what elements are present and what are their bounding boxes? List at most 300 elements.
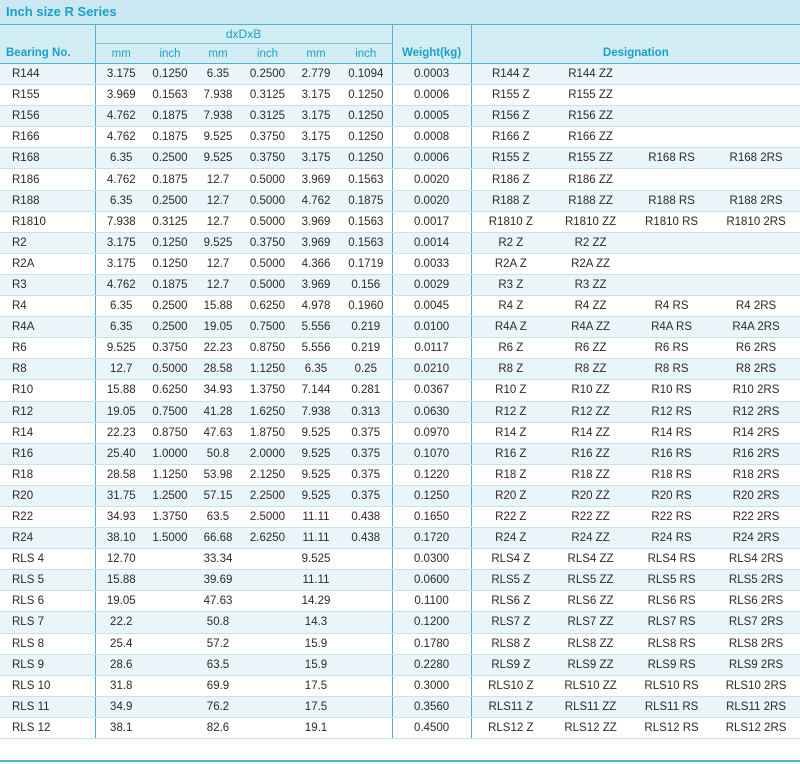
cell-desig-2rs: R22 2RS [712, 506, 800, 527]
cell-B-inch: 0.1563 [340, 232, 392, 253]
cell-d-mm: 38.10 [95, 528, 147, 549]
cell-D-mm: 47.63 [193, 422, 243, 443]
cell-weight: 0.0014 [392, 232, 471, 253]
cell-weight: 0.0600 [392, 570, 471, 591]
cell-d-mm: 4.762 [95, 106, 147, 127]
cell-d-mm: 9.525 [95, 338, 147, 359]
cell-desig-z: RLS10 Z [471, 675, 550, 696]
cell-desig-zz: R156 ZZ [550, 106, 631, 127]
cell-desig-2rs [712, 274, 800, 295]
cell-d-inch: 0.1250 [147, 253, 193, 274]
cell-desig-rs: R8 RS [631, 359, 712, 380]
table-row [0, 443, 800, 464]
cell-desig-z: RLS5 Z [471, 570, 550, 591]
cell-desig-rs [631, 64, 712, 85]
cell-weight: 0.1100 [392, 591, 471, 612]
cell-B-inch: 0.438 [340, 506, 392, 527]
cell-desig-rs [631, 232, 712, 253]
cell-desig-z: RLS11 Z [471, 696, 550, 717]
cell-D-mm: 47.63 [193, 591, 243, 612]
table-row [0, 190, 800, 211]
cell-desig-2rs: R24 2RS [712, 528, 800, 549]
cell-d-mm: 6.35 [95, 317, 147, 338]
cell-d-inch [147, 591, 193, 612]
table-title: Inch size R Series [6, 4, 117, 19]
cell-d-inch: 0.3750 [147, 338, 193, 359]
cell-desig-zz: RLS4 ZZ [550, 549, 631, 570]
cell-desig-rs: RLS9 RS [631, 654, 712, 675]
cell-D-inch: 2.2500 [243, 485, 292, 506]
cell-D-mm: 39.69 [193, 570, 243, 591]
cell-B-mm: 11.11 [292, 506, 340, 527]
cell-d-mm: 19.05 [95, 401, 147, 422]
cell-bearing-no: R8 [0, 359, 95, 380]
cell-d-mm: 15.88 [95, 380, 147, 401]
cell-desig-rs: R16 RS [631, 443, 712, 464]
cell-desig-zz: RLS12 ZZ [550, 717, 631, 738]
table-row [0, 633, 800, 654]
table-row [0, 570, 800, 591]
cell-D-inch [243, 549, 292, 570]
cell-weight: 0.1650 [392, 506, 471, 527]
cell-d-inch [147, 549, 193, 570]
cell-d-inch: 0.1250 [147, 64, 193, 85]
cell-weight: 0.0020 [392, 169, 471, 190]
cell-desig-zz: RLS9 ZZ [550, 654, 631, 675]
table-row [0, 464, 800, 485]
cell-D-inch: 1.8750 [243, 422, 292, 443]
cell-D-mm: 63.5 [193, 506, 243, 527]
cell-desig-2rs: R4 2RS [712, 296, 800, 317]
cell-desig-z: RLS6 Z [471, 591, 550, 612]
cell-bearing-no: R186 [0, 169, 95, 190]
cell-desig-z: RLS9 Z [471, 654, 550, 675]
bearing-spec-table [0, 25, 800, 739]
cell-D-inch: 2.5000 [243, 506, 292, 527]
cell-D-mm: 63.5 [193, 654, 243, 675]
cell-D-mm: 6.35 [193, 64, 243, 85]
cell-D-inch [243, 570, 292, 591]
cell-d-inch: 0.1563 [147, 85, 193, 106]
table-row [0, 612, 800, 633]
cell-desig-rs: RLS6 RS [631, 591, 712, 612]
cell-desig-rs: R168 RS [631, 148, 712, 169]
header-weight: Weight(kg) [392, 44, 471, 64]
cell-B-inch: 0.375 [340, 464, 392, 485]
header-unit-d-mm: mm [95, 44, 147, 64]
cell-D-mm: 33.34 [193, 549, 243, 570]
table-row [0, 654, 800, 675]
cell-desig-z: R144 Z [471, 64, 550, 85]
cell-bearing-no: RLS 12 [0, 717, 95, 738]
cell-bearing-no: R156 [0, 106, 95, 127]
cell-desig-rs: R1810 RS [631, 211, 712, 232]
cell-B-inch: 0.1875 [340, 190, 392, 211]
cell-desig-2rs [712, 253, 800, 274]
cell-B-mm: 9.525 [292, 485, 340, 506]
cell-desig-2rs [712, 127, 800, 148]
cell-weight: 0.1250 [392, 485, 471, 506]
cell-B-mm: 17.5 [292, 696, 340, 717]
cell-d-mm: 31.8 [95, 675, 147, 696]
cell-weight: 0.0367 [392, 380, 471, 401]
cell-desig-zz: R144 ZZ [550, 64, 631, 85]
cell-B-inch: 0.156 [340, 274, 392, 295]
header-blank-designation [471, 25, 800, 44]
cell-desig-z: R155 Z [471, 85, 550, 106]
cell-desig-z: R156 Z [471, 106, 550, 127]
cell-weight: 0.0970 [392, 422, 471, 443]
cell-weight: 0.0017 [392, 211, 471, 232]
cell-desig-zz: R155 ZZ [550, 85, 631, 106]
cell-desig-rs [631, 169, 712, 190]
cell-d-mm: 3.175 [95, 232, 147, 253]
cell-B-inch: 0.1960 [340, 296, 392, 317]
cell-bearing-no: RLS 10 [0, 675, 95, 696]
cell-d-mm: 34.9 [95, 696, 147, 717]
cell-desig-rs: RLS8 RS [631, 633, 712, 654]
cell-d-inch: 0.5000 [147, 359, 193, 380]
cell-bearing-no: RLS 6 [0, 591, 95, 612]
cell-desig-rs: RLS11 RS [631, 696, 712, 717]
cell-desig-2rs: RLS8 2RS [712, 633, 800, 654]
cell-weight: 0.0033 [392, 253, 471, 274]
cell-desig-rs: R14 RS [631, 422, 712, 443]
cell-desig-2rs: R6 2RS [712, 338, 800, 359]
cell-desig-2rs: RLS4 2RS [712, 549, 800, 570]
cell-weight: 0.1780 [392, 633, 471, 654]
header-dimensions: dxDxB [95, 25, 392, 44]
cell-bearing-no: R155 [0, 85, 95, 106]
cell-desig-z: RLS7 Z [471, 612, 550, 633]
cell-desig-z: R186 Z [471, 169, 550, 190]
cell-weight: 0.1720 [392, 528, 471, 549]
cell-bearing-no: R166 [0, 127, 95, 148]
cell-desig-2rs: RLS12 2RS [712, 717, 800, 738]
cell-desig-z: R18 Z [471, 464, 550, 485]
table-row [0, 64, 800, 85]
cell-B-mm: 19.1 [292, 717, 340, 738]
cell-desig-rs: R12 RS [631, 401, 712, 422]
table-row [0, 85, 800, 106]
cell-d-inch: 1.1250 [147, 464, 193, 485]
cell-D-mm: 34.93 [193, 380, 243, 401]
cell-D-mm: 7.938 [193, 85, 243, 106]
cell-bearing-no: R14 [0, 422, 95, 443]
cell-desig-z: R2 Z [471, 232, 550, 253]
cell-weight: 0.3560 [392, 696, 471, 717]
cell-D-mm: 53.98 [193, 464, 243, 485]
header-bearing-no: Bearing No. [0, 44, 95, 64]
table-row [0, 106, 800, 127]
cell-B-mm: 9.525 [292, 443, 340, 464]
table-row [0, 675, 800, 696]
bottom-divider [0, 760, 800, 762]
cell-desig-z: R22 Z [471, 506, 550, 527]
cell-desig-2rs: RLS5 2RS [712, 570, 800, 591]
cell-B-mm: 3.969 [292, 211, 340, 232]
cell-weight: 0.0003 [392, 64, 471, 85]
cell-d-mm: 19.05 [95, 591, 147, 612]
cell-D-mm: 50.8 [193, 443, 243, 464]
cell-B-mm: 3.175 [292, 148, 340, 169]
cell-d-inch: 0.1875 [147, 274, 193, 295]
cell-bearing-no: RLS 7 [0, 612, 95, 633]
cell-D-inch: 0.3750 [243, 232, 292, 253]
cell-d-inch [147, 633, 193, 654]
cell-B-inch [340, 654, 392, 675]
cell-B-inch: 0.375 [340, 485, 392, 506]
cell-desig-2rs: R4A 2RS [712, 317, 800, 338]
cell-desig-rs: R22 RS [631, 506, 712, 527]
cell-B-inch [340, 549, 392, 570]
cell-D-mm: 66.68 [193, 528, 243, 549]
cell-d-mm: 22.2 [95, 612, 147, 633]
cell-d-inch: 1.3750 [147, 506, 193, 527]
cell-desig-2rs [712, 106, 800, 127]
cell-bearing-no: R16 [0, 443, 95, 464]
cell-bearing-no: R24 [0, 528, 95, 549]
table-row [0, 506, 800, 527]
cell-D-mm: 19.05 [193, 317, 243, 338]
cell-D-mm: 50.8 [193, 612, 243, 633]
header-unit-B-mm: mm [292, 44, 340, 64]
cell-desig-2rs: RLS7 2RS [712, 612, 800, 633]
cell-weight: 0.0630 [392, 401, 471, 422]
cell-bearing-no: R4A [0, 317, 95, 338]
cell-desig-z: R155 Z [471, 148, 550, 169]
cell-B-mm: 5.556 [292, 338, 340, 359]
cell-D-mm: 12.7 [193, 190, 243, 211]
cell-d-inch [147, 675, 193, 696]
cell-d-mm: 31.75 [95, 485, 147, 506]
cell-desig-zz: R14 ZZ [550, 422, 631, 443]
cell-B-mm: 3.175 [292, 85, 340, 106]
cell-D-inch: 1.1250 [243, 359, 292, 380]
cell-B-inch [340, 696, 392, 717]
cell-desig-2rs: R8 2RS [712, 359, 800, 380]
cell-d-mm: 4.762 [95, 274, 147, 295]
cell-bearing-no: R20 [0, 485, 95, 506]
cell-desig-rs: R10 RS [631, 380, 712, 401]
table-row [0, 127, 800, 148]
cell-d-mm: 25.4 [95, 633, 147, 654]
cell-d-mm: 7.938 [95, 211, 147, 232]
cell-desig-rs [631, 106, 712, 127]
cell-B-inch: 0.1250 [340, 85, 392, 106]
table-row [0, 338, 800, 359]
cell-D-inch: 0.5000 [243, 211, 292, 232]
cell-D-inch: 1.3750 [243, 380, 292, 401]
cell-weight: 0.1200 [392, 612, 471, 633]
cell-B-mm: 4.366 [292, 253, 340, 274]
cell-bearing-no: R2 [0, 232, 95, 253]
cell-d-mm: 3.175 [95, 64, 147, 85]
cell-d-inch [147, 612, 193, 633]
cell-desig-z: R10 Z [471, 380, 550, 401]
cell-d-mm: 22.23 [95, 422, 147, 443]
table-row [0, 485, 800, 506]
cell-desig-z: R6 Z [471, 338, 550, 359]
cell-weight: 0.1220 [392, 464, 471, 485]
cell-d-mm: 28.58 [95, 464, 147, 485]
cell-desig-z: R8 Z [471, 359, 550, 380]
cell-D-mm: 22.23 [193, 338, 243, 359]
cell-B-inch [340, 591, 392, 612]
cell-d-mm: 3.969 [95, 85, 147, 106]
cell-desig-2rs: R20 2RS [712, 485, 800, 506]
cell-desig-2rs [712, 85, 800, 106]
cell-desig-zz: R8 ZZ [550, 359, 631, 380]
cell-D-inch: 0.2500 [243, 64, 292, 85]
cell-d-mm: 15.88 [95, 570, 147, 591]
cell-B-inch [340, 612, 392, 633]
cell-d-mm: 6.35 [95, 148, 147, 169]
cell-B-mm: 5.556 [292, 317, 340, 338]
cell-desig-zz: R2 ZZ [550, 232, 631, 253]
cell-desig-z: R16 Z [471, 443, 550, 464]
cell-desig-2rs: R168 2RS [712, 148, 800, 169]
cell-desig-zz: R166 ZZ [550, 127, 631, 148]
cell-D-mm: 69.9 [193, 675, 243, 696]
cell-B-mm: 9.525 [292, 464, 340, 485]
cell-desig-zz: R1810 ZZ [550, 211, 631, 232]
cell-weight: 0.2280 [392, 654, 471, 675]
cell-D-inch: 0.3750 [243, 127, 292, 148]
cell-B-mm: 9.525 [292, 549, 340, 570]
cell-bearing-no: R22 [0, 506, 95, 527]
cell-desig-zz: R2A ZZ [550, 253, 631, 274]
cell-desig-zz: R3 ZZ [550, 274, 631, 295]
cell-D-inch [243, 612, 292, 633]
cell-desig-rs: R188 RS [631, 190, 712, 211]
cell-B-inch [340, 633, 392, 654]
table-row [0, 528, 800, 549]
table-row [0, 591, 800, 612]
table-row [0, 422, 800, 443]
cell-desig-z: R12 Z [471, 401, 550, 422]
cell-desig-rs [631, 127, 712, 148]
cell-desig-zz: RLS8 ZZ [550, 633, 631, 654]
cell-d-mm: 34.93 [95, 506, 147, 527]
cell-desig-zz: R12 ZZ [550, 401, 631, 422]
cell-B-mm: 7.938 [292, 401, 340, 422]
cell-B-mm: 3.969 [292, 169, 340, 190]
cell-weight: 0.3000 [392, 675, 471, 696]
cell-desig-2rs: R1810 2RS [712, 211, 800, 232]
cell-d-mm: 12.70 [95, 549, 147, 570]
cell-desig-zz: R18 ZZ [550, 464, 631, 485]
cell-D-mm: 76.2 [193, 696, 243, 717]
cell-bearing-no: R1810 [0, 211, 95, 232]
cell-weight: 0.0005 [392, 106, 471, 127]
cell-bearing-no: R18 [0, 464, 95, 485]
cell-d-mm: 4.762 [95, 127, 147, 148]
cell-desig-z: R4 Z [471, 296, 550, 317]
cell-d-mm: 25.40 [95, 443, 147, 464]
cell-bearing-no: R4 [0, 296, 95, 317]
cell-d-mm: 38.1 [95, 717, 147, 738]
cell-desig-z: R2A Z [471, 253, 550, 274]
cell-bearing-no: R2A [0, 253, 95, 274]
cell-weight: 0.0029 [392, 274, 471, 295]
table-row [0, 296, 800, 317]
cell-desig-rs: RLS7 RS [631, 612, 712, 633]
header-designation: Designation [471, 44, 800, 64]
cell-desig-2rs: RLS11 2RS [712, 696, 800, 717]
cell-B-inch: 0.25 [340, 359, 392, 380]
cell-bearing-no: RLS 5 [0, 570, 95, 591]
cell-desig-rs: RLS10 RS [631, 675, 712, 696]
cell-B-inch: 0.1563 [340, 211, 392, 232]
cell-desig-zz: RLS7 ZZ [550, 612, 631, 633]
cell-desig-zz: R20 ZZ [550, 485, 631, 506]
cell-D-inch: 2.6250 [243, 528, 292, 549]
cell-B-inch: 0.438 [340, 528, 392, 549]
cell-B-inch: 0.1094 [340, 64, 392, 85]
cell-desig-z: R4A Z [471, 317, 550, 338]
cell-d-inch: 0.1875 [147, 127, 193, 148]
cell-bearing-no: R168 [0, 148, 95, 169]
cell-D-inch: 0.5000 [243, 253, 292, 274]
cell-d-inch: 1.2500 [147, 485, 193, 506]
cell-D-mm: 12.7 [193, 253, 243, 274]
cell-desig-rs: R6 RS [631, 338, 712, 359]
cell-B-mm: 14.3 [292, 612, 340, 633]
cell-bearing-no: R6 [0, 338, 95, 359]
cell-bearing-no: RLS 8 [0, 633, 95, 654]
cell-D-inch: 1.6250 [243, 401, 292, 422]
cell-B-inch: 0.375 [340, 422, 392, 443]
cell-desig-rs [631, 274, 712, 295]
table-row [0, 549, 800, 570]
cell-weight: 0.0300 [392, 549, 471, 570]
cell-D-mm: 12.7 [193, 211, 243, 232]
cell-d-inch [147, 696, 193, 717]
cell-d-inch: 0.6250 [147, 380, 193, 401]
table-row [0, 169, 800, 190]
cell-D-mm: 9.525 [193, 127, 243, 148]
cell-weight: 0.0006 [392, 148, 471, 169]
cell-desig-rs: RLS5 RS [631, 570, 712, 591]
cell-D-inch: 0.3750 [243, 148, 292, 169]
cell-D-inch [243, 675, 292, 696]
cell-weight: 0.0006 [392, 85, 471, 106]
cell-B-mm: 11.11 [292, 528, 340, 549]
cell-d-inch: 1.5000 [147, 528, 193, 549]
cell-d-inch: 0.2500 [147, 190, 193, 211]
cell-D-mm: 12.7 [193, 274, 243, 295]
cell-d-inch: 0.2500 [147, 317, 193, 338]
cell-D-inch: 2.1250 [243, 464, 292, 485]
table-body [0, 64, 800, 739]
cell-B-inch: 0.281 [340, 380, 392, 401]
header-blank-left [0, 25, 95, 44]
cell-weight: 0.4500 [392, 717, 471, 738]
cell-d-mm: 6.35 [95, 296, 147, 317]
cell-d-mm: 12.7 [95, 359, 147, 380]
cell-D-inch: 0.5000 [243, 274, 292, 295]
cell-D-inch: 0.5000 [243, 190, 292, 211]
cell-desig-rs: RLS4 RS [631, 549, 712, 570]
cell-desig-zz: R22 ZZ [550, 506, 631, 527]
cell-B-mm: 3.175 [292, 127, 340, 148]
cell-weight: 0.0045 [392, 296, 471, 317]
cell-d-inch [147, 654, 193, 675]
cell-desig-2rs: R14 2RS [712, 422, 800, 443]
cell-B-inch: 0.1250 [340, 148, 392, 169]
header-blank-weight [392, 25, 471, 44]
